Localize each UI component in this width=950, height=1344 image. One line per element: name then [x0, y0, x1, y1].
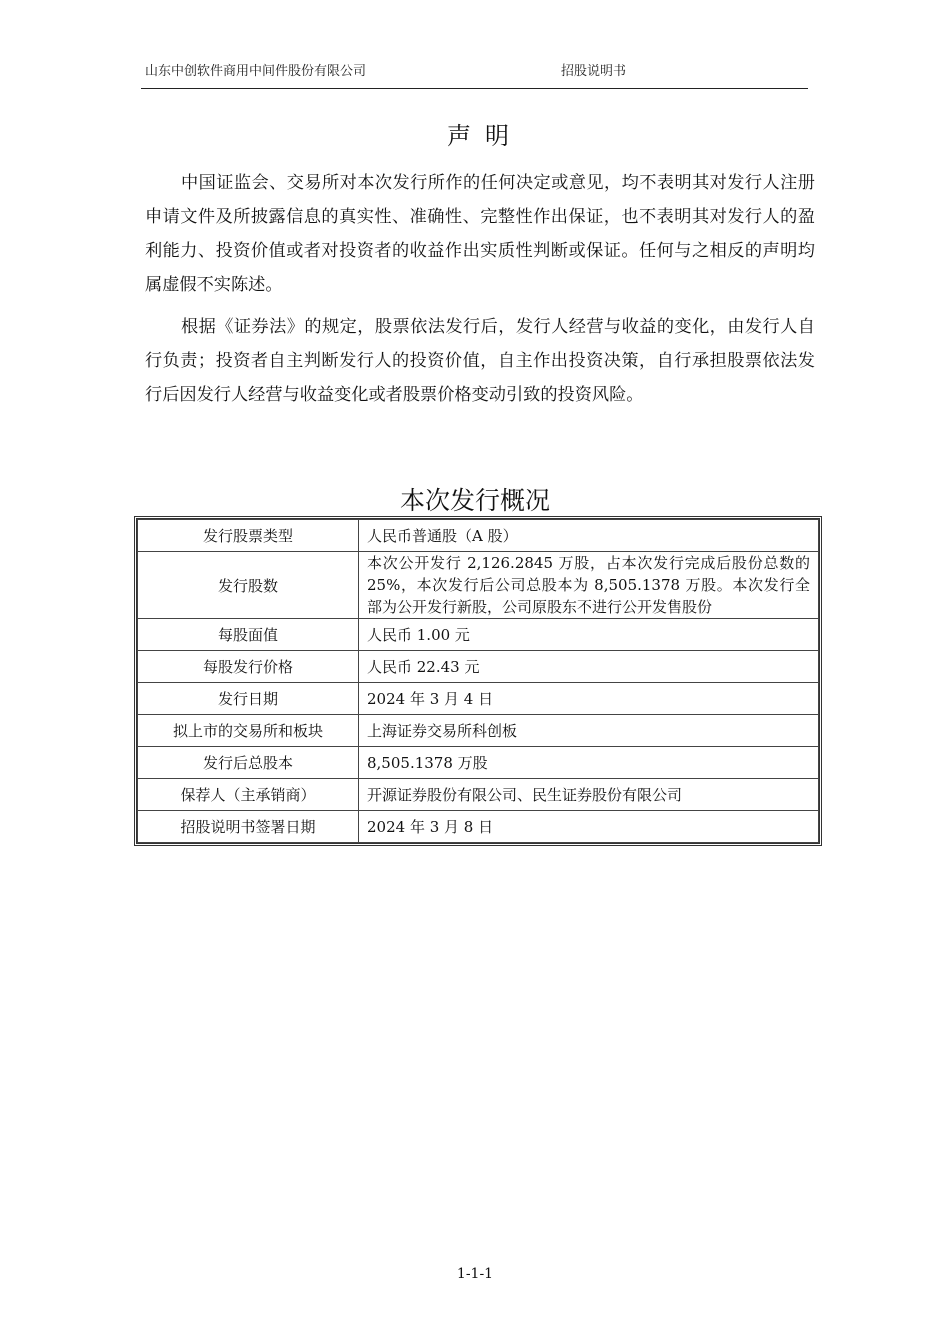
table-row: [138, 811, 819, 843]
row-key: 拟上市的交易所和板块: [138, 715, 359, 747]
row-key: 发行后总股本: [138, 747, 359, 779]
row-value: 人民币 22.43 元: [359, 651, 819, 683]
table-row: [138, 552, 819, 619]
row-key: 招股说明书签署日期: [138, 811, 359, 843]
row-value: 开源证券股份有限公司、民生证券股份有限公司: [359, 779, 819, 811]
page-number: 1-1-1: [456, 1266, 494, 1282]
row-value: 本次公开发行 2,126.2845 万股，占本次发行完成后股份总数的 25%，本次发行后公司总股本为 8,505.1378 万股。本次发行全部为公开发行新股，公司原股东不进行公开发售股份: [359, 552, 819, 619]
table-row: [138, 715, 819, 747]
header-company-name: 山东中创软件商用中间件股份有限公司: [145, 64, 367, 79]
overview-title: 本次发行概况: [399, 486, 550, 515]
row-value: 上海证券交易所科创板: [359, 715, 819, 747]
row-value: 人民币普通股（A 股）: [359, 520, 819, 552]
row-key: 发行股票类型: [138, 520, 359, 552]
page-header: [141, 56, 808, 89]
table-row: [138, 619, 819, 651]
table-row: [138, 779, 819, 811]
row-key: 每股发行价格: [138, 651, 359, 683]
row-key: 保荐人（主承销商）: [138, 779, 359, 811]
declaration-paragraph: 根据《证券法》的规定，股票依法发行后，发行人经营与收益的变化，由发行人自行负责；投资者自主判断发行人的投资价值，自主作出投资决策，自行承担股票依法发行后因发行人经营与收益变化或者股票价格变动引致的投资风险。: [145, 317, 815, 405]
row-key: 发行股数: [138, 552, 359, 619]
overview-table: [134, 516, 822, 846]
row-key: 发行日期: [138, 683, 359, 715]
table-row: [138, 683, 819, 715]
declaration-paragraph: 中国证监会、交易所对本次发行所作的任何决定或意见，均不表明其对发行人注册申请文件及所披露信息的真实性、准确性、完整性作出保证，也不表明其对发行人的盈利能力、投资价值或者对投资者的收益作出实质性判断或保证。任何与之相反的声明均属虚假不实陈述。: [145, 173, 815, 295]
row-value: 2024 年 3 月 4 日: [359, 683, 819, 715]
row-value: 人民币 1.00 元: [359, 619, 819, 651]
table-row: [138, 651, 819, 683]
declaration-title: 声明: [447, 122, 523, 150]
header-document-type: 招股说明书: [561, 64, 627, 79]
row-value: 8,505.1378 万股: [359, 747, 819, 779]
table-row: [138, 520, 819, 552]
row-key: 每股面值: [138, 619, 359, 651]
table-row: [138, 747, 819, 779]
row-value: 2024 年 3 月 8 日: [359, 811, 819, 843]
